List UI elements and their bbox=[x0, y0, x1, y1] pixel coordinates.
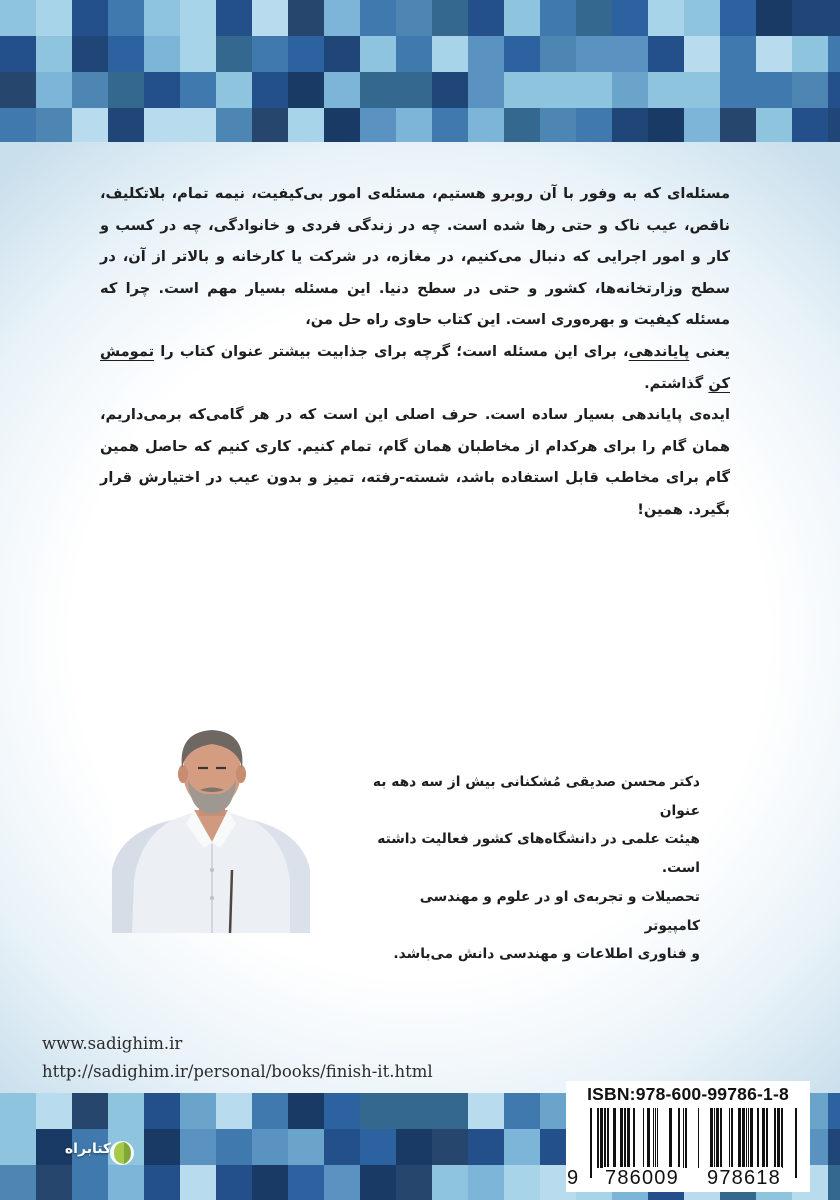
mosaic-tile bbox=[144, 1129, 180, 1165]
mosaic-tile bbox=[144, 36, 180, 72]
mosaic-tile bbox=[36, 108, 72, 142]
mosaic-tile bbox=[36, 1093, 72, 1129]
mosaic-tile bbox=[792, 0, 828, 36]
mosaic-tile bbox=[504, 72, 540, 108]
mosaic-tile bbox=[288, 0, 324, 36]
barcode-bar bbox=[669, 1108, 672, 1168]
barcode-bar bbox=[678, 1108, 680, 1168]
mosaic-tile bbox=[0, 1165, 36, 1200]
mosaic-tile bbox=[288, 72, 324, 108]
mosaic-tile bbox=[144, 72, 180, 108]
mosaic-tile bbox=[180, 1165, 216, 1200]
mosaic-tile bbox=[216, 1165, 252, 1200]
barcode-bar bbox=[633, 1108, 635, 1168]
mosaic-tile bbox=[504, 1093, 540, 1129]
mosaic-tile bbox=[396, 72, 432, 108]
author-photo bbox=[112, 720, 310, 933]
mosaic-tile bbox=[72, 0, 108, 36]
mosaic-tile bbox=[360, 1129, 396, 1165]
barcode-bar bbox=[766, 1108, 768, 1168]
mosaic-tile bbox=[432, 1129, 468, 1165]
mosaic-tile bbox=[684, 0, 720, 36]
mosaic-tile bbox=[144, 1093, 180, 1129]
mosaic-tile bbox=[720, 108, 756, 142]
barcode-bar bbox=[746, 1108, 747, 1168]
barcode-bar bbox=[643, 1108, 644, 1168]
mosaic-tile bbox=[216, 108, 252, 142]
author-bio-line: هیئت علمی در دانشگاه‌های کشور فعالیت داشته است. bbox=[377, 831, 700, 877]
mosaic-tile bbox=[252, 108, 288, 142]
mosaic-tile bbox=[756, 72, 792, 108]
mosaic-tile bbox=[324, 0, 360, 36]
mosaic-tile bbox=[612, 36, 648, 72]
book-page-link[interactable]: http://sadighim.ir/personal/books/finish-it.html bbox=[42, 1062, 433, 1081]
author-bio-line: دکتر محسن صدیقی مُشکنانی بیش از سه دهه به عنوان bbox=[372, 774, 700, 819]
barcode-digits bbox=[566, 1167, 810, 1191]
mosaic-tile bbox=[648, 0, 684, 36]
mosaic-tile bbox=[324, 1093, 360, 1129]
mosaic-tile bbox=[468, 72, 504, 108]
mosaic-tile bbox=[360, 1165, 396, 1200]
barcode-bar bbox=[742, 1108, 745, 1168]
mosaic-tile bbox=[720, 72, 756, 108]
mosaic-tile bbox=[0, 0, 36, 36]
barcode-bar bbox=[714, 1108, 715, 1168]
mosaic-tile bbox=[180, 108, 216, 142]
mosaic-tile bbox=[576, 72, 612, 108]
mosaic-tile bbox=[252, 36, 288, 72]
barcode-bar bbox=[710, 1108, 713, 1168]
barcode-bar bbox=[604, 1108, 606, 1168]
mosaic-tile bbox=[504, 36, 540, 72]
barcode-bar bbox=[698, 1108, 699, 1168]
mosaic-tile bbox=[468, 108, 504, 142]
mosaic-tile bbox=[0, 108, 36, 142]
mosaic-tile bbox=[828, 0, 840, 36]
mosaic-tile bbox=[828, 1165, 840, 1200]
mosaic-tile bbox=[180, 0, 216, 36]
blurb-paragraph-2 bbox=[100, 336, 730, 399]
barcode-bar bbox=[738, 1108, 741, 1168]
isbn-number: ISBN:978-600-99786-1-8 bbox=[587, 1084, 789, 1104]
mosaic-tile bbox=[540, 72, 576, 108]
mosaic-tile bbox=[288, 1093, 324, 1129]
mosaic-tile bbox=[144, 0, 180, 36]
mosaic-tile bbox=[108, 0, 144, 36]
mosaic-tile bbox=[288, 1129, 324, 1165]
mosaic-tile bbox=[468, 1093, 504, 1129]
barcode-bar bbox=[720, 1108, 722, 1168]
mosaic-tile bbox=[288, 108, 324, 142]
mosaic-tile bbox=[252, 72, 288, 108]
mosaic-tile bbox=[396, 1165, 432, 1200]
mosaic-tile bbox=[252, 1093, 288, 1129]
mosaic-tile bbox=[504, 0, 540, 36]
mosaic-tile bbox=[180, 1129, 216, 1165]
author-bio-line: و فناوری اطلاعات و مهندسی دانش می‌باشد. bbox=[393, 946, 700, 963]
mosaic-tile bbox=[720, 36, 756, 72]
barcode-bar bbox=[729, 1108, 730, 1168]
mosaic-tile bbox=[108, 1093, 144, 1129]
mosaic-tile bbox=[828, 36, 840, 72]
mosaic-tile bbox=[0, 1129, 36, 1165]
website-link[interactable]: www.sadighim.ir bbox=[42, 1034, 183, 1053]
mosaic-tile bbox=[180, 72, 216, 108]
author-bio-line: تحصیلات و تجربه‌ی او در علوم و مهندسی کامپیوتر bbox=[419, 888, 700, 934]
mosaic-tile bbox=[216, 1093, 252, 1129]
blurb-p2-post: گذاشتم. bbox=[644, 374, 709, 392]
barcode-bar bbox=[781, 1108, 783, 1168]
mosaic-tile bbox=[504, 1165, 540, 1200]
barcode-bar bbox=[597, 1108, 599, 1168]
mosaic-tile bbox=[108, 72, 144, 108]
barcode-bar bbox=[731, 1108, 733, 1168]
mosaic-tile bbox=[828, 72, 840, 108]
mosaic-tile bbox=[180, 36, 216, 72]
mosaic-tile bbox=[36, 0, 72, 36]
mosaic-tile bbox=[72, 108, 108, 142]
barcode-lead-digit: 9 bbox=[567, 1167, 580, 1189]
mosaic-tile bbox=[396, 0, 432, 36]
mosaic-tile bbox=[432, 1165, 468, 1200]
mosaic-tile bbox=[648, 36, 684, 72]
mosaic-tile bbox=[324, 36, 360, 72]
barcode-bar bbox=[624, 1108, 626, 1168]
mosaic-tile bbox=[36, 36, 72, 72]
mosaic-tile bbox=[612, 72, 648, 108]
barcode-digits-right: 978618 bbox=[707, 1167, 781, 1189]
mosaic-tile bbox=[612, 0, 648, 36]
top-mosaic-band bbox=[0, 0, 840, 142]
mosaic-tile bbox=[432, 36, 468, 72]
mosaic-tile bbox=[252, 1165, 288, 1200]
isbn-block bbox=[566, 1081, 810, 1192]
barcode-bar bbox=[655, 1108, 656, 1168]
mosaic-tile bbox=[72, 72, 108, 108]
mosaic-tile bbox=[792, 36, 828, 72]
mosaic-tile bbox=[360, 72, 396, 108]
mosaic-tile bbox=[540, 36, 576, 72]
mosaic-tile bbox=[576, 108, 612, 142]
blurb-p2-pre: یعنی bbox=[689, 342, 730, 360]
mosaic-tile bbox=[828, 1093, 840, 1129]
mosaic-tile bbox=[684, 108, 720, 142]
mosaic-tile bbox=[288, 36, 324, 72]
mosaic-tile bbox=[252, 0, 288, 36]
mosaic-tile bbox=[0, 72, 36, 108]
mosaic-tile bbox=[756, 108, 792, 142]
mosaic-tile bbox=[72, 1093, 108, 1129]
mosaic-tile bbox=[0, 36, 36, 72]
mosaic-tile bbox=[756, 36, 792, 72]
blurb-paragraph-3: ایده‌ی پایاندهی بسیار ساده است. حرف اصلی این است که در هر گامی‌که برمی‌داریم، همان گام را برای هرکدام از مخاطبان همان گام، تمام کنیم. کاری کنیم که حاصل همین گام برای مخاطب قابل استفاده باشد، شسته-رفته، تمیز و بدون عیب در اختیارش قرار بگیرد. همین! bbox=[100, 406, 730, 518]
mosaic-tile bbox=[612, 108, 648, 142]
barcode-bar bbox=[757, 1108, 759, 1168]
barcode-bar bbox=[627, 1108, 630, 1168]
mosaic-tile bbox=[108, 36, 144, 72]
mosaic-tile bbox=[432, 1093, 468, 1129]
mosaic-tile bbox=[216, 36, 252, 72]
mosaic-tile bbox=[756, 0, 792, 36]
barcode-bar bbox=[777, 1108, 780, 1168]
barcode-bar bbox=[647, 1108, 650, 1168]
barcode-bar bbox=[685, 1108, 687, 1168]
mosaic-tile bbox=[468, 1165, 504, 1200]
mosaic-tile bbox=[36, 72, 72, 108]
mosaic-tile bbox=[504, 1129, 540, 1165]
barcode-bar bbox=[657, 1108, 658, 1168]
term-payandehi: پایاندهی bbox=[628, 342, 690, 360]
mosaic-tile bbox=[360, 108, 396, 142]
mosaic-tile bbox=[396, 108, 432, 142]
mosaic-tile bbox=[72, 36, 108, 72]
barcode-bar bbox=[750, 1108, 753, 1168]
mosaic-tile bbox=[432, 108, 468, 142]
barcode-bar bbox=[613, 1108, 616, 1168]
barcode-bar bbox=[762, 1108, 765, 1168]
mosaic-tile bbox=[792, 72, 828, 108]
mosaic-tile bbox=[396, 36, 432, 72]
mosaic-tile bbox=[324, 108, 360, 142]
mosaic-tile bbox=[468, 0, 504, 36]
mosaic-tile bbox=[432, 72, 468, 108]
back-cover-blurb bbox=[100, 178, 730, 526]
mosaic-tile bbox=[828, 1129, 840, 1165]
mosaic-tile bbox=[360, 1093, 396, 1129]
barcode-bar bbox=[607, 1108, 609, 1168]
mosaic-tile bbox=[684, 72, 720, 108]
barcode-bar bbox=[620, 1108, 623, 1168]
mosaic-tile bbox=[216, 72, 252, 108]
author-bio bbox=[360, 768, 700, 969]
blurb-paragraph-1: مسئله‌ای که به وفور با آن روبرو هستیم، مسئله‌ی امور بی‌کیفیت، نیمه تمام، بلاتکلیف، ناقص، عیب ناک و حتی رها شده است. چه در زندگی فردی و خانوادگی، چه در کسب و کار و امور اجرایی که دنبال می‌کنیم، در مغازه، در شرکت یا کارخانه و بالاتر از آن، در سطح وزارتخانه‌ها، کشور و حتی در سطح دنیا. این مسئله بسیار مهم است. چرا که مسئله کیفیت و بهره‌وری است. این کتاب حاوی راه حل من، bbox=[100, 185, 730, 329]
mosaic-tile bbox=[468, 1129, 504, 1165]
mosaic-tile bbox=[360, 36, 396, 72]
mosaic-tile bbox=[648, 72, 684, 108]
mosaic-tile bbox=[576, 0, 612, 36]
barcode-bar bbox=[716, 1108, 719, 1168]
book-title-term: تمومش کن bbox=[100, 342, 730, 392]
publisher-logo-text: کتابراه bbox=[64, 1141, 112, 1157]
mosaic-tile bbox=[648, 108, 684, 142]
mosaic-tile bbox=[396, 1129, 432, 1165]
blurb-p2-mid: ، برای این مسئله است؛ گرچه برای جذابیت بیشتر عنوان کتاب را bbox=[154, 342, 629, 360]
barcode-digits-left: 786009 bbox=[605, 1167, 679, 1189]
mosaic-tile bbox=[0, 1093, 36, 1129]
mosaic-tile bbox=[684, 36, 720, 72]
barcode-bar bbox=[683, 1108, 684, 1168]
barcode-bar bbox=[774, 1108, 776, 1168]
mosaic-tile bbox=[396, 1093, 432, 1129]
publisher-logo[interactable] bbox=[64, 1133, 134, 1179]
mosaic-tile bbox=[180, 1093, 216, 1129]
mosaic-tile bbox=[144, 108, 180, 142]
mosaic-tile bbox=[216, 0, 252, 36]
barcode-bar bbox=[653, 1108, 654, 1168]
mosaic-tile bbox=[540, 108, 576, 142]
mosaic-tile bbox=[504, 108, 540, 142]
mosaic-tile bbox=[108, 108, 144, 142]
mosaic-tile bbox=[828, 108, 840, 142]
mosaic-tile bbox=[324, 1129, 360, 1165]
mosaic-tile bbox=[468, 36, 504, 72]
barcode-bar bbox=[748, 1108, 749, 1168]
mosaic-tile bbox=[792, 108, 828, 142]
mosaic-tile bbox=[360, 0, 396, 36]
barcode-bar bbox=[600, 1108, 603, 1168]
mosaic-tile bbox=[540, 0, 576, 36]
mosaic-tile bbox=[288, 1165, 324, 1200]
mosaic-tile bbox=[432, 0, 468, 36]
mosaic-tile bbox=[144, 1165, 180, 1200]
mosaic-tile bbox=[252, 1129, 288, 1165]
mosaic-tile bbox=[324, 72, 360, 108]
mosaic-tile bbox=[216, 1129, 252, 1165]
mosaic-tile bbox=[576, 36, 612, 72]
mosaic-tile bbox=[720, 0, 756, 36]
mosaic-tile bbox=[324, 1165, 360, 1200]
